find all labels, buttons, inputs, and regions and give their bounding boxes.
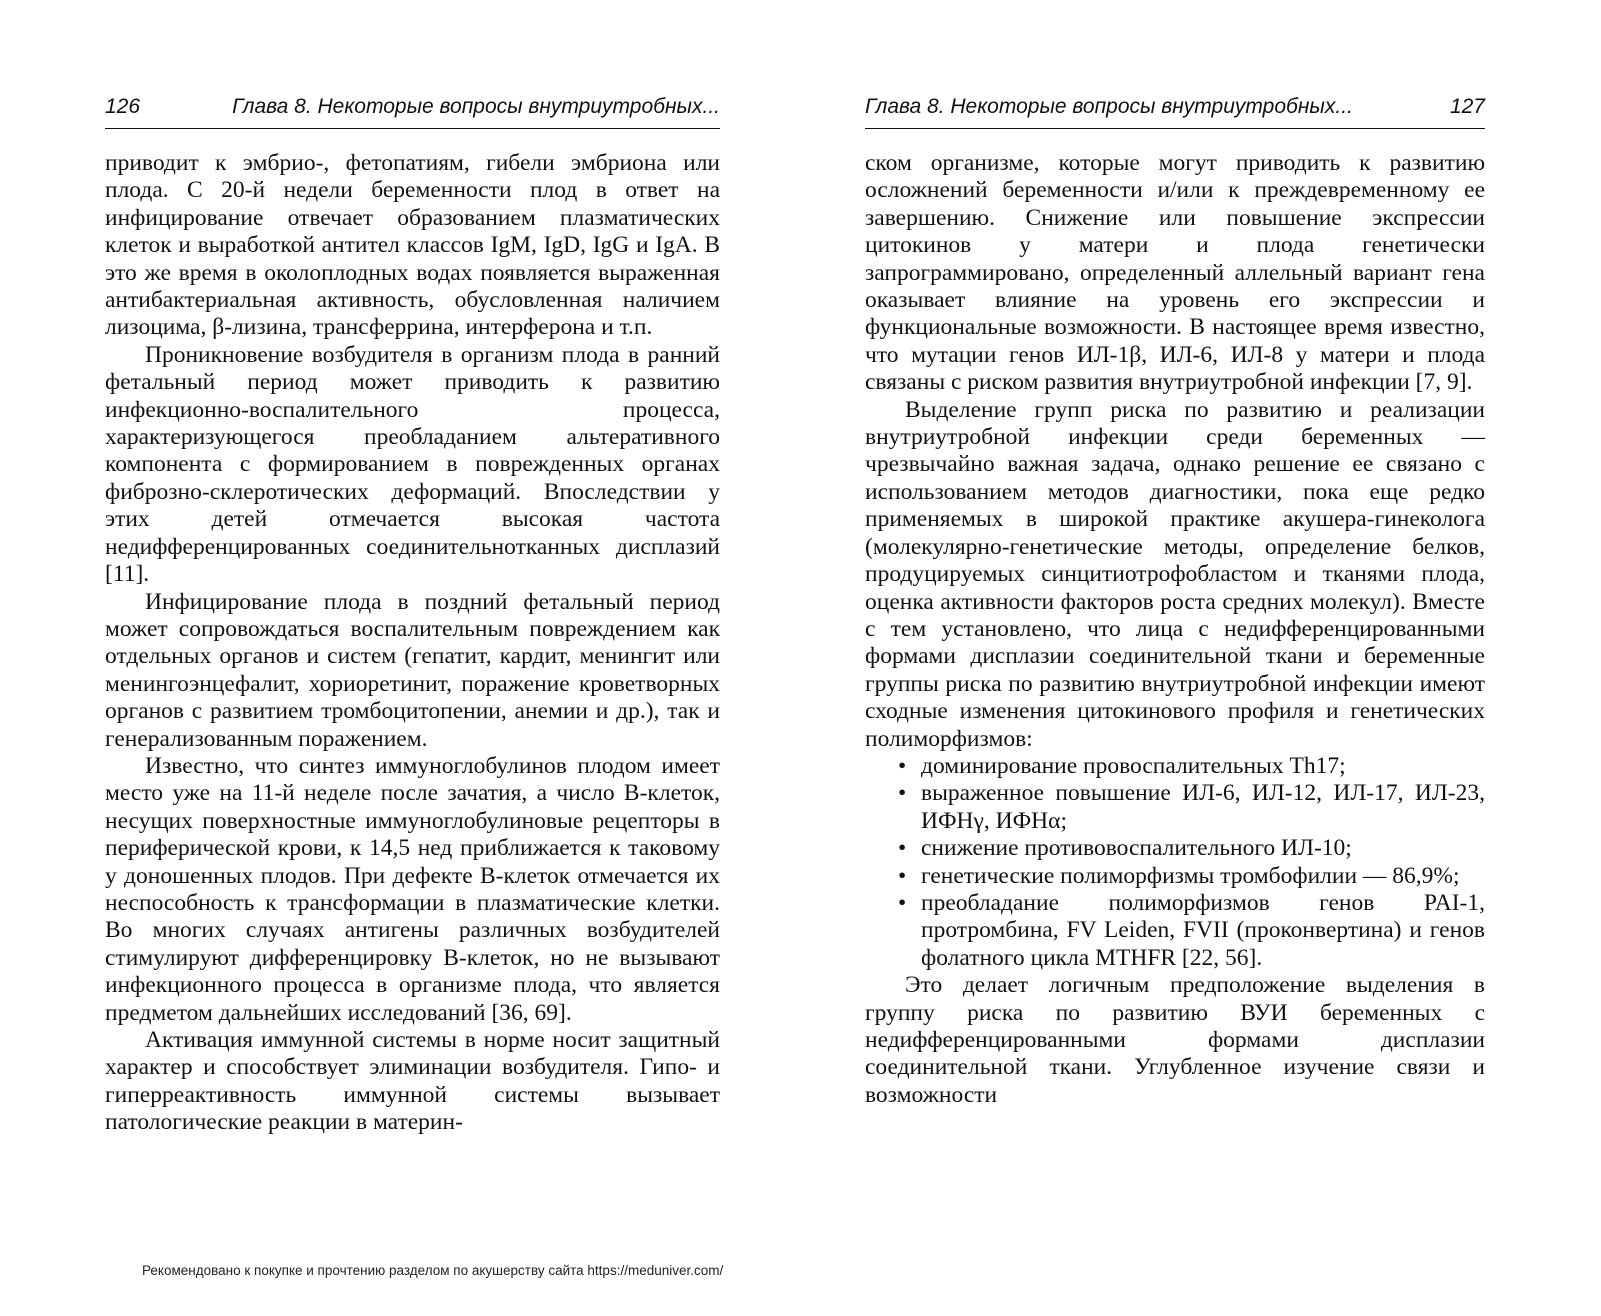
list-item: • преобладание полиморфизмов генов PAI-1, протромбина, FV Leiden, FVII (проконвертина) и генов фолатного цикла MTHFR [22, 56]. — [865, 890, 1485, 972]
page-number-left: 126 — [105, 95, 141, 118]
paragraph: ском организме, которые могут приводить к развитию осложнений беременности и/или к преждевременному ее завершению. Снижение или повышение экспрессии цитокинов у матери и плода генетически запрограммировано, определенный аллельный вариант гена оказывает влияние на уровень его экспрессии и функциональные возможности. В настоящее время известно, что мутации генов ИЛ-1β, ИЛ-6, ИЛ-8 у матери и плода связаны с риском развития внутриутробной инфекции [7, 9]. — [865, 150, 1485, 396]
paragraph: Это делает логичным предположение выделения в группу риска по развитию ВУИ беременных с недифференцированными формами дисплазии соединительной ткани. Углубленное изучение связи и возможности — [865, 972, 1485, 1108]
paragraph: Известно, что синтез иммуноглобулинов плодом имеет место уже на 11-й неделе после зачатия, а число В-клеток, несущих поверхностные иммуноглобулиновые рецепторы в периферической крови, к 14,5 нед приближается к таковому у доношенных плодов. При дефекте В-клеток отмечается их неспособность к трансформации в плазматические клетки. Во многих случаях антигены различных возбудителей стимулируют дифференцировку В-клеток, но не вызывают инфекционного процесса в организме плода, что является предметом дальнейших исследований [36, 69]. — [105, 752, 720, 1026]
chapter-title-left: Глава 8. Некоторые вопросы внутриутробных... — [232, 95, 720, 118]
list-item: • доминирование провоспалительных Th17; — [865, 753, 1485, 780]
paragraph: Инфицирование плода в поздний фетальный период может сопровождаться воспалительным повреждением как отдельных органов и систем (гепатит, кардит, менингит или менингоэнцефалит, хориоретинит, поражение кроветворных органов с развитием тромбоцитопении, анемии и др.), так и генерализованным поражением. — [105, 588, 720, 752]
page-number-right: 127 — [1449, 95, 1485, 118]
running-head-left — [105, 94, 720, 129]
paragraph: Проникновение возбудителя в организм плода в ранний фетальный период может приводить к развитию инфекционно-воспалительного процесса, характеризующегося преобладанием альтеративного компонента с формированием в поврежденных органах фиброзно-склеротических деформаций. Впоследствии у этих детей отмечается высокая частота недифференцированных соединительнотканных дисплазий [11]. — [105, 341, 720, 588]
paragraph: Активация иммунной системы в норме носит защитный характер и способствует элиминации возбудителя. Гипо- и гиперреактивность иммунной системы вызывает патологические реакции в материн- — [105, 1027, 720, 1136]
right-page-body — [865, 150, 1485, 1109]
paragraph: приводит к эмбрио-, фетопатиям, гибели эмбриона или плода. С 20-й недели беременности плод в ответ на инфицирование отвечает образованием плазматических клеток и выработкой антител классов IgM, IgD, IgG и IgA. В это же время в околоплодных водах появляется выраженная антибактериальная активность, обусловленная наличием лизоцима, β-лизина, трансферрина, интерферона и т.п. — [105, 150, 720, 341]
list-item: • генетические полиморфизмы тромбофилии — 86,9%; — [865, 863, 1485, 890]
paragraph: Выделение групп риска по развитию и реализации внутриутробной инфекции среди беременных — чрезвычайно важная задача, однако решение ее связано с использованием методов диагностики, пока еще редко применяемых в широкой практике акушера-гинеколога (молекулярно-генетические методы, определение белков, продуцируемых синцитиотрофобластом и тканями плода, оценка активности факторов роста средних молекул). Вместе с тем установлено, что лица с недифференцированными формами дисплазии соединительной ткани и беременные группы риска по развитию внутриутробной инфекции имеют сходные изменения цитокинового профиля и генетических полиморфизмов: — [865, 396, 1485, 752]
footer-note: Рекомендовано к покупке и прочтению разделом по акушерству сайта https://meduniver.com/ — [142, 1263, 724, 1278]
chapter-title-right: Глава 8. Некоторые вопросы внутриутробных... — [865, 95, 1353, 118]
bullet-list — [865, 753, 1485, 972]
left-page-body — [105, 150, 720, 1137]
list-item: • выраженное повышение ИЛ-6, ИЛ-12, ИЛ-17, ИЛ-23, ИФНγ, ИФНα; — [865, 780, 1485, 835]
list-item: • снижение противовоспалительного ИЛ-10; — [865, 835, 1485, 862]
running-head-right — [865, 94, 1485, 129]
